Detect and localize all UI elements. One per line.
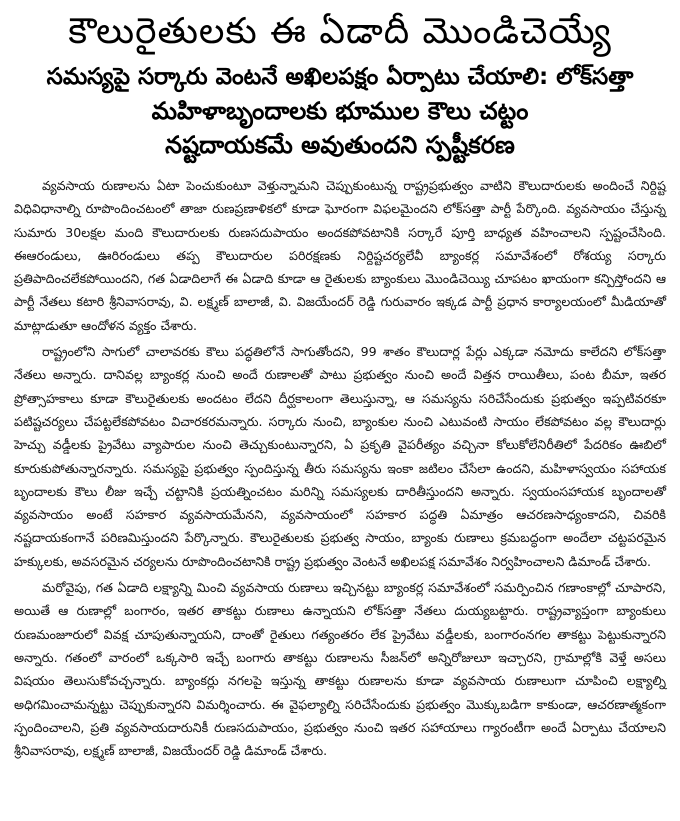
headline-title: కౌలురైతులకు ఈ ఏడాదీ మొండిచెయ్యే xyxy=(68,11,612,52)
article-paragraph: రాష్ట్రంలోని సాగులో చాలావరకు కౌలు పద్ధతిలోనే సాగుతోందని, 99 శాతం కౌలుదార్ల పేర్లు ఎక్కడా నమోదు కాలేదని లోక్‌సత్తా నేతలు అన్నారు. దానివల్ల బ్యాంకర్ల నుంచి అందే రుణాలతో పాటు ప్రభుత్వం నుంచి అందే విత్తన రాయితీలు, పంట బీమా, ఇతర ప్రోత్సాహకాలు కూడా కౌలురైతులకు అందటం లేదని దీర్ఘకాలంగా తెలుస్తున్నా, ఆ సమస్యను సరిచేసేందుకు ప్రభుత్వం ఇప్పటివరకూ పటిష్టచర్యలు చేపట్టలేకపోవటం విచారకరమన్నారు. సర్కారు నుంచి, బ్యాంకుల నుంచి ఎటువంటి సాయం లేకపోవటం వల్ల కౌలుదార్లు హెచ్చు వడ్డీలకు ప్రైవేటు వ్యాపారుల నుంచి తెచ్చుకుంటున్నారని, ఏ ప్రకృతి వైపరీత్యం వచ్చినా కోలుకోలేనిరీతిలో పేదరికం ఊబిలో కూరుకుపోతున్నారన్నారు. సమస్యపై ప్రభుత్వం స్పందిస్తున్న తీరు సమస్యను ఇంకా జటిలం చేసేలా ఉందని, మహిళాస్వయం సహాయక బృందాలకు కౌలు లీజు ఇచ్చే చట్టానికి ప్రయత్నించటం మరిన్ని సమస్యలకు దారితీస్తుందని అన్నారు. స్వయంసహాయక బృందాలతో వ్యవసాయం అంటే సహకార వ్యవసాయమేనని, వ్యవసాయంలో సహకార పద్ధతి ఏమాత్రం ఆచరణసాధ్యంకాదని, చివరికి నష్టదాయకంగానే పరిణమిస్తుందని పేర్కొన్నారు. కౌలురైతులకు ప్రభుత్వ సాయం, బ్యాంకు రుణాలు క్రమబద్ధంగా అందేలా చట్టపరమైన హక్కులకు, అవసరమైన చర్యలను రూపొందించటానికి రాష్ట్ర ప్రభుత్వం వెంటనే అఖిలపక్ష సమావేశం నిర్వహించాలని డిమాండ్ చేశారు. xyxy=(14,344,666,569)
article-body xyxy=(14,174,666,762)
headline-deck-line-2: నష్టదాయకమే అవుతుందని స్పష్టీకరణ xyxy=(165,131,515,159)
headline-subtitle: సమస్యపై సర్కారు వెంటనే అఖిలపక్షం ఏర్పాటు చేయాలి: లోక్‌సత్తా xyxy=(46,64,634,90)
article-paragraph: వ్యవసాయ రుణాలను ఏటా పెంచుకుంటూ వెళ్తున్నామని చెప్పుకుంటున్న రాష్ట్రప్రభుత్వం వాటిని కౌలుదారులకు అందించే నిర్దిష్ట విధివిధానాల్ని రూపొందించటంలో తాజా రుణప్రణాళికలో కూడా ఘోరంగా విఫలమైందని లోక్‌సత్తా పార్టీ పేర్కొంది. వ్యవసాయం చేస్తున్న సుమారు 30లక్షల మంది కౌలుదారులకు రుణసదుపాయం అందకపోవటానికి సర్కారే పూర్తి బాధ్యత వహించాలని స్పష్టంచేసింది. ఈఆరండులు, ఊరిరండులు తప్ప కౌలుదారుల పరిరక్షణకు నిర్దిష్టచర్యలేవీ బ్యాంకర్ల సమావేశంలో రోశయ్య సర్కారు ప్రతిపాదించలేకపోయిందని, గత ఏడాదిలాగే ఈ ఏడాది కూడా ఆ రైతులకు బ్యాంకులు మొండిచెయ్యి చూపటం ఖాయంగా కన్పిస్తోందని ఆ పార్టీ నేతలు కటారి శ్రీనివాసరావు, వి. లక్ష్మణ్ బాలాజీ, వి. విజయేందర్ రెడ్డి గురువారం ఇక్కడ పార్టీ ప్రధాన కార్యాలయంలో మీడియాతో మాట్లాడుతూ ఆందోళన వ్యక్తం చేశారు. xyxy=(14,178,666,333)
article-paragraph: మరోవైపు, గత ఏడాది లక్ష్యాన్ని మించి వ్యవసాయ రుణాలు ఇచ్చినట్టు బ్యాంకర్ల సమావేశంలో సమర్పించిన గణాంకాల్లో చూపారని, అయితే ఆ రుణాల్లో బంగారం, ఇతర తాకట్టు రుణాలు ఉన్నాయని లోక్‌సత్తా నేతలు దుయ్యబట్టారు. రాష్ట్రవ్యాప్తంగా బ్యాంకులు రుణమంజూరులో వివక్ష చూపుతున్నాయని, దాంతో రైతులు గత్యంతరం లేక ప్రైవేటు వడ్డీలకు, బంగారంనగల తాకట్టు పెట్టుకున్నారని అన్నారు. గతంలో వారంలో ఒక్కసారి ఇచ్చే బంగారు తాకట్టు రుణాలను సీజన్‌లో అన్నిరోజులూ ఇచ్చారని, గ్రామాల్లోకి వెళ్తే అసలు విషయం తెలుసుకోవచ్చన్నారు. బ్యాంకర్లు నగలపై ఇస్తున్న తాకట్టు రుణాలను కూడా వ్యవసాయ రుణాలుగా చూపించి లక్ష్యాల్ని అధిగమించామన్నట్టు చెప్పుకున్నారని విమర్శించారు. ఈ వైఫల్యాల్ని సరిచేసేందుకు ప్రభుత్వం మొక్కుబడిగా కాకుండా, ఆచరణాత్మకంగా స్పందించాలని, ప్రతి వ్యవసాయదారునికీ రుణసదుపాయం, ప్రభుత్వం నుంచి ఇతర సహాయాలు గ్యారంటీగా అందే ఏర్పాటు చేయాలని శ్రీనివాసరావు, లక్ష్మణ్ బాలాజీ, విజయేందర్ రెడ్డి డిమాండ్ చేశారు. xyxy=(14,580,666,759)
headline-deck-line-1: మహిళాబృందాలకు భూముల కౌలు చట్టం xyxy=(151,97,529,125)
